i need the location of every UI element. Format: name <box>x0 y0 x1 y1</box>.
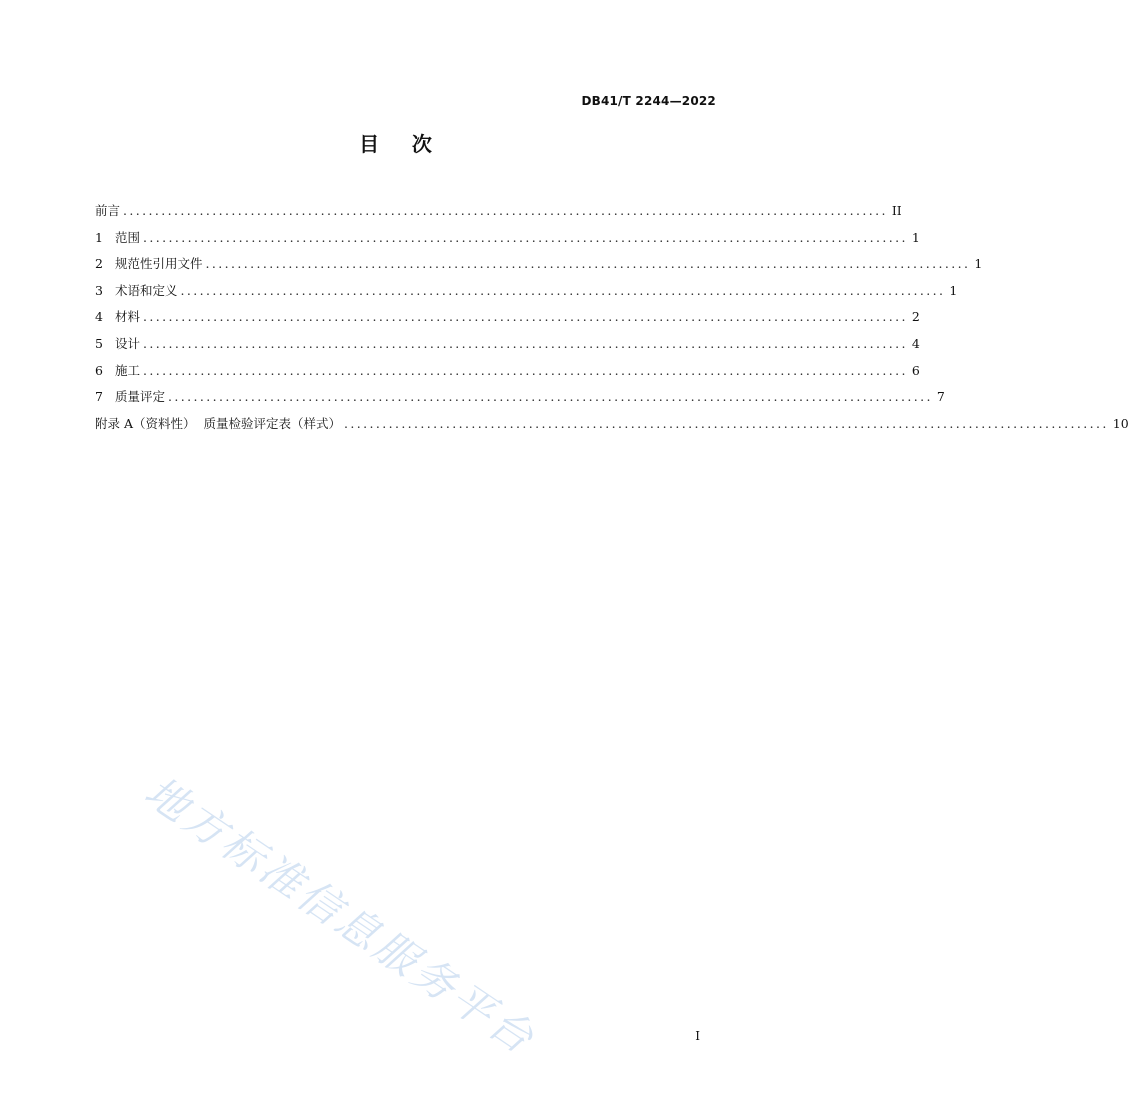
toc-entry-page: 7 <box>936 389 945 405</box>
toc-entry-quality-assessment[interactable] <box>95 384 945 411</box>
toc-leader-dots: ........................................................................................................................ <box>143 229 908 245</box>
toc-entry-number: 4 <box>95 309 103 325</box>
toc-entry-page: 1 <box>974 256 983 272</box>
page-number: I <box>695 1029 700 1043</box>
toc-entry-number: 5 <box>95 335 103 351</box>
toc-leader-dots: ........................................................................................................................ <box>180 282 946 298</box>
toc-entry-page: 10 <box>1112 415 1129 431</box>
toc-entry-label: 附录 A（资料性） 质量检验评定表（样式） <box>95 415 341 431</box>
toc-entry-label: 施工 <box>115 362 141 378</box>
watermark: 地方标准信息服务平台 <box>136 766 545 1065</box>
toc-entry-label: 范围 <box>115 229 141 245</box>
toc-entry-scope[interactable] <box>95 225 920 252</box>
toc-entry-page: 1 <box>911 229 920 245</box>
toc-entry-label: 规范性引用文件 <box>115 256 203 272</box>
toc-leader-dots: ........................................................................................................................ <box>143 335 908 351</box>
toc-entry-normative-references[interactable] <box>95 251 983 278</box>
toc-entry-design[interactable] <box>95 331 920 358</box>
toc-leader-dots: ........................................................................................................................ <box>168 389 933 405</box>
toc-entry-number: 6 <box>95 362 103 378</box>
toc-entry-foreword[interactable] <box>95 198 902 225</box>
toc-entry-appendix-a[interactable] <box>95 411 1129 438</box>
toc-entry-label: 质量评定 <box>115 389 166 405</box>
toc-entry-page: II <box>891 203 902 218</box>
toc-entry-page: 2 <box>911 309 920 325</box>
toc-entry-materials[interactable] <box>95 304 920 331</box>
page-title: 目 次 <box>359 132 433 156</box>
toc-entry-construction[interactable] <box>95 358 920 385</box>
toc-entry-page: 1 <box>949 282 958 298</box>
toc-leader-dots: ........................................................................................................................ <box>123 203 888 218</box>
toc-entry-label: 材料 <box>115 309 141 325</box>
table-of-contents <box>95 198 1129 437</box>
toc-entry-terms-definitions[interactable] <box>95 278 958 305</box>
document-code: DB41/T 2244—2022 <box>581 94 716 108</box>
toc-entry-page: 4 <box>911 335 920 351</box>
toc-entry-number: 1 <box>95 229 103 245</box>
toc-leader-dots: ........................................................................................................................ <box>143 362 908 378</box>
toc-leader-dots: ........................................................................................................................ <box>205 256 971 272</box>
toc-entry-label: 设计 <box>115 335 141 351</box>
toc-leader-dots: ........................................................................................................................ <box>343 415 1109 431</box>
toc-entry-label: 术语和定义 <box>115 282 178 298</box>
toc-entry-page: 6 <box>911 362 920 378</box>
toc-entry-number: 2 <box>95 256 103 272</box>
toc-entry-number: 7 <box>95 389 103 405</box>
toc-entry-number: 3 <box>95 282 103 298</box>
toc-entry-label: 前言 <box>95 203 121 218</box>
toc-leader-dots: ........................................................................................................................ <box>143 309 908 325</box>
